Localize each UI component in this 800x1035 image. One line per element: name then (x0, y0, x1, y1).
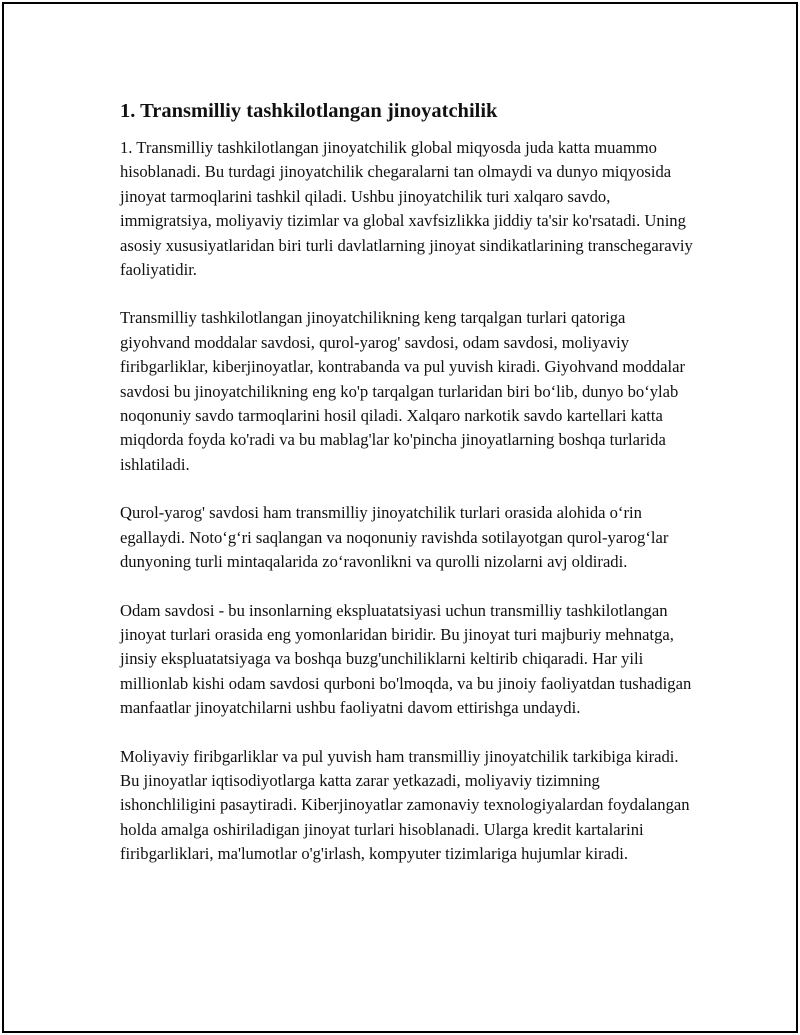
document-body (120, 98, 694, 891)
paragraph-1: 1. Transmilliy tashkilotlangan jinoyatchilik global miqyosda juda katta muammo hisoblanadi. Bu turdagi jinoyatchilik chegaralarni tan olmaydi va dunyo miqyosida jinoyat tarmoqlarini tashkil qiladi. Ushbu jinoyatchilik turi xalqaro savdo, immigratsiya, moliyaviy tizimlar va global xavfsizlikka jiddiy ta'sir ko'rsatadi. Uning asosiy xususiyatlaridan biri turli davlatlarning jinoyat sindikatlarining transchegaraviy faoliyatidir. (120, 138, 693, 280)
document-title: 1. Transmilliy tashkilotlangan jinoyatchilik (120, 100, 498, 122)
paragraph-5: Moliyaviy firibgarliklar va pul yuvish ham transmilliy jinoyatchilik tarkibiga kiradi. Bu jinoyatlar iqtisodiyotlarga katta zarar yetkazadi, moliyaviy tizimning ishonchliligini pasaytiradi. Kiberjinoyatlar zamonaviy texnologiyalardan foydalangan holda amalga oshiriladigan jinoyat turlari hisoblanadi. Ularga kredit kartalarini firibgarliklari, ma'lumotlar o'g'irlash, kompyuter tizimlariga hujumlar kiradi. (120, 746, 690, 864)
paragraph-3: Qurol-yarog' savdosi ham transmilliy jinoyatchilik turlari orasida alohida o‘rin egallaydi. Noto‘g‘ri saqlangan va noqonuniy ravishda sotilayotgan qurol-yarog‘lar dunyoning turli mintaqalarida zo‘ravonlikni va qurolli nizolarni avj oldiradi. (120, 503, 669, 572)
paragraph-4: Odam savdosi - bu insonlarning ekspluatatsiyasi uchun transmilliy tashkilotlangan jinoyat turlari orasida eng yomonlaridan biridir. Bu jinoyat turi majburiy mehnatga, jinsiy ekspluatatsiyaga va boshqa buzg'unchiliklarni keltirib chiqaradi. Har yili millionlab kishi odam savdosi qurboni bo'lmoqda, va bu jinoiy faoliyatdan tushadigan manfaatlar jinoyatchilarni ushbu faoliyatni davom ettirishga undaydi. (120, 600, 692, 718)
paragraph-2: Transmilliy tashkilotlangan jinoyatchilikning keng tarqalgan turlari qatoriga giyohvand moddalar savdosi, qurol-yarog' savdosi, odam savdosi, moliyaviy firibgarliklar, kiberjinoyatlar, kontrabanda va pul yuvish kiradi. Giyohvand moddalar savdosi bu jinoyatchilikning eng ko'p tarqalgan turlaridan biri bo‘lib, dunyo bo‘ylab noqonuniy savdo tarmoqlarini hosil qiladi. Xalqaro narkotik savdo kartellari katta miqdorda foyda ko'radi va bu mablag'lar ko'pincha jinoyatlarning boshqa turlarida ishlatiladi. (120, 308, 686, 474)
page-frame (2, 2, 798, 1033)
